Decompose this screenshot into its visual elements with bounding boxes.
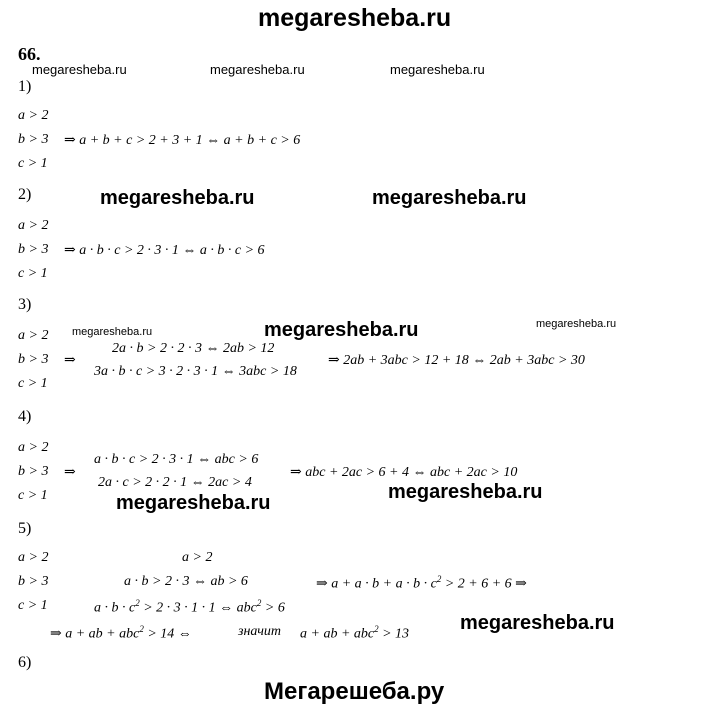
part-2-equation: ⇒ a · b · c > 2 · 3 · 1 ⇔ a · b · c > 6 (64, 243, 265, 258)
part-4-label: 4) (18, 408, 32, 425)
part-4-cond-b: b > 3 (18, 464, 49, 479)
watermark-4b: megaresheba.ru (116, 492, 271, 514)
part-1-label: 1) (18, 78, 32, 95)
part-6-label: 6) (18, 654, 32, 671)
watermark-small-1: megaresheba.ru (32, 62, 127, 77)
part-1-cond-c: c > 1 (18, 156, 48, 171)
part-5-row2: a · b > 2 · 3 ⇔ ab > 6 (124, 574, 248, 589)
part-1-equation: ⇒ a + b + c > 2 + 3 + 1 ⇔ a + b + c > 6 (64, 133, 301, 148)
watermark-small-2: megaresheba.ru (210, 62, 305, 77)
part-1-cond-a: a > 2 (18, 108, 49, 123)
part-4-cond-a: a > 2 (18, 440, 49, 455)
part-1-cond-b: b > 3 (18, 132, 49, 147)
part-3-arrow: ⇒ (64, 353, 76, 368)
part-4-cond-c: c > 1 (18, 488, 48, 503)
part-5-label: 5) (18, 520, 32, 537)
part-3-cond-a: a > 2 (18, 328, 49, 343)
part-2-cond-c: c > 1 (18, 266, 48, 281)
part-5-final1: ⇒ a + ab + abc$^2$ > 14 ⇔ (50, 624, 192, 642)
part-3-bottom: 3a · b · c > 3 · 2 · 3 · 1 ⇔ 3abc > 18 (94, 364, 297, 379)
part-3-result: ⇒ 2ab + 3abc > 12 + 18 ⇔ 2ab + 3abc > 30 (328, 353, 585, 368)
part-2-cond-b: b > 3 (18, 242, 49, 257)
watermark-2b: megaresheba.ru (372, 187, 527, 209)
part-5-cond-a: a > 2 (18, 550, 49, 565)
part-5-row3: $a \cdot b \cdot c^2 > 2 \cdot 3 \cdot 1 \cdot 1$ ⇔ abc$^2$ > 6 (94, 598, 285, 616)
watermark-3c: megaresheba.ru (536, 318, 617, 330)
part-4-bottom: 2a · c > 2 · 2 · 1 ⇔ 2ac > 4 (98, 475, 252, 490)
part-2-label: 2) (18, 186, 32, 203)
part-4-top: a · b · c > 2 · 3 · 1 ⇔ abc > 6 (94, 452, 259, 467)
watermark-5: megaresheba.ru (460, 612, 615, 634)
part-5-row1: a > 2 (182, 550, 213, 565)
part-5-sum: ⇒ $a + a \cdot b + a \cdot b \cdot c^2 > 2 + 6 + 6$ ⇒ (316, 574, 527, 592)
watermark-4a: megaresheba.ru (388, 481, 543, 503)
watermark-3a: megaresheba.ru (72, 326, 153, 338)
part-3-cond-c: c > 1 (18, 376, 48, 391)
watermark-2a: megaresheba.ru (100, 187, 255, 209)
part-3-top: 2a · b > 2 · 2 · 3 ⇔ 2ab > 12 (112, 341, 275, 356)
watermark-small-3: megaresheba.ru (390, 62, 485, 77)
part-5-cond-b: b > 3 (18, 574, 49, 589)
part-5-word: значит (238, 624, 282, 639)
part-5-final2: a + ab + abc$^2$ > 13 (300, 624, 410, 642)
problem-number: 66. (18, 44, 41, 64)
part-5-cond-c: c > 1 (18, 598, 48, 613)
part-2-cond-a: a > 2 (18, 218, 49, 233)
watermark-top: megaresheba.ru (258, 4, 452, 32)
watermark-footer: Мегарешеба.ру (264, 678, 445, 705)
part-3-cond-b: b > 3 (18, 352, 49, 367)
part-3-label: 3) (18, 296, 32, 313)
part-4-result: ⇒ abc + 2ac > 6 + 4 ⇔ abc + 2ac > 10 (290, 465, 518, 480)
watermark-3b: megaresheba.ru (264, 319, 419, 341)
part-4-arrow: ⇒ (64, 465, 76, 480)
